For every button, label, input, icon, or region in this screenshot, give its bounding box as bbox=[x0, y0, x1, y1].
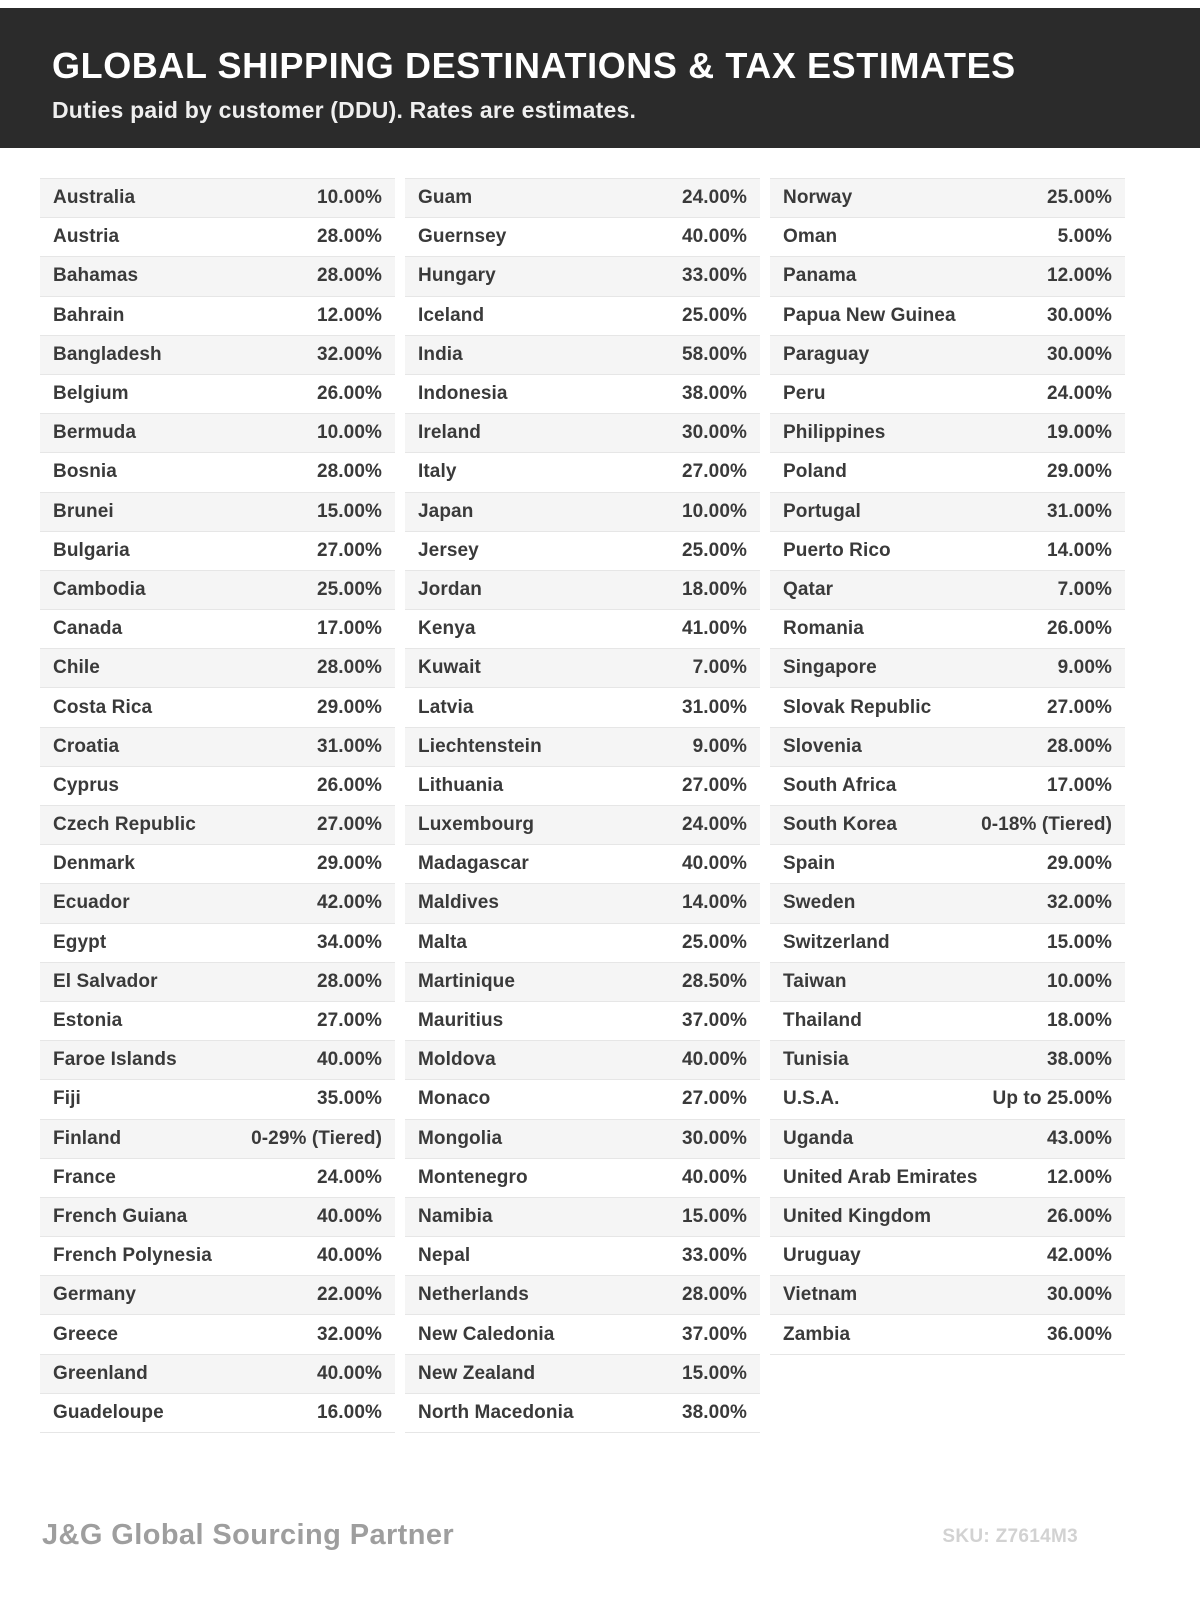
tax-rate: 27.00% bbox=[316, 539, 382, 561]
rate-row bbox=[770, 1237, 1125, 1276]
rate-row bbox=[40, 924, 395, 963]
country-name: Guernsey bbox=[418, 226, 507, 248]
country-name: Slovenia bbox=[783, 735, 862, 757]
country-name: Vietnam bbox=[783, 1284, 858, 1306]
tax-rate: 22.00% bbox=[316, 1284, 382, 1306]
country-name: Kuwait bbox=[418, 657, 481, 679]
country-name: Martinique bbox=[418, 970, 516, 992]
rate-row bbox=[770, 845, 1125, 884]
tax-rate: 0-29% (Tiered) bbox=[251, 1127, 382, 1149]
country-name: New Zealand bbox=[418, 1362, 536, 1384]
tax-rate: 42.00% bbox=[316, 892, 382, 914]
tax-rate: 28.00% bbox=[316, 265, 382, 287]
country-name: Australia bbox=[53, 187, 136, 209]
rate-row bbox=[405, 1198, 760, 1237]
rate-row bbox=[405, 179, 760, 218]
country-name: French Polynesia bbox=[53, 1245, 212, 1267]
country-name: North Macedonia bbox=[418, 1401, 574, 1423]
rate-row bbox=[40, 728, 395, 767]
rate-row bbox=[405, 1041, 760, 1080]
tax-rate: 14.00% bbox=[1046, 539, 1112, 561]
tax-rate: 32.00% bbox=[316, 1323, 382, 1345]
tax-rate: 32.00% bbox=[316, 343, 382, 365]
rate-row bbox=[770, 493, 1125, 532]
tax-rate: 42.00% bbox=[1046, 1245, 1112, 1267]
country-name: Romania bbox=[783, 618, 864, 640]
tax-rate: 30.00% bbox=[1046, 343, 1112, 365]
country-name: Greenland bbox=[53, 1362, 148, 1384]
tax-rate: 27.00% bbox=[316, 1010, 382, 1032]
tax-rate: 35.00% bbox=[316, 1088, 382, 1110]
country-name: Bermuda bbox=[53, 422, 137, 444]
country-name: Bosnia bbox=[53, 461, 117, 483]
rate-row bbox=[40, 1041, 395, 1080]
rate-row bbox=[770, 336, 1125, 375]
tax-rate: 27.00% bbox=[681, 774, 747, 796]
country-name: Malta bbox=[418, 931, 468, 953]
tax-rate: 25.00% bbox=[681, 539, 747, 561]
country-name: Kenya bbox=[418, 618, 476, 640]
rate-row bbox=[770, 1120, 1125, 1159]
tax-rate: 40.00% bbox=[681, 226, 747, 248]
tax-rate: 15.00% bbox=[681, 1205, 747, 1227]
tax-rate: 37.00% bbox=[681, 1010, 747, 1032]
tax-rate: 27.00% bbox=[681, 461, 747, 483]
tax-rate: 30.00% bbox=[1046, 1284, 1112, 1306]
tax-rate: 30.00% bbox=[1046, 304, 1112, 326]
rate-row bbox=[405, 649, 760, 688]
tax-rate: 25.00% bbox=[316, 578, 382, 600]
rate-row bbox=[40, 1159, 395, 1198]
tax-rate: 38.00% bbox=[681, 1401, 747, 1423]
rate-row bbox=[770, 1041, 1125, 1080]
country-name: New Caledonia bbox=[418, 1323, 555, 1345]
country-name: Denmark bbox=[53, 853, 136, 875]
country-name: Bangladesh bbox=[53, 343, 162, 365]
tax-rate: 41.00% bbox=[681, 618, 747, 640]
country-name: Taiwan bbox=[783, 970, 847, 992]
tax-rate: 7.00% bbox=[1057, 578, 1112, 600]
rates-table bbox=[40, 178, 1125, 1433]
country-name: Namibia bbox=[418, 1205, 493, 1227]
rate-row bbox=[40, 336, 395, 375]
tax-rate: 0-18% (Tiered) bbox=[981, 814, 1112, 836]
rate-row bbox=[40, 257, 395, 296]
rate-row bbox=[405, 728, 760, 767]
country-name: Latvia bbox=[418, 696, 474, 718]
tax-rate: 15.00% bbox=[681, 1362, 747, 1384]
country-name: Fiji bbox=[53, 1088, 81, 1110]
tax-rate: 12.00% bbox=[316, 304, 382, 326]
rates-column-2 bbox=[405, 178, 760, 1433]
tax-rate: 24.00% bbox=[681, 814, 747, 836]
tax-rate: 15.00% bbox=[1046, 931, 1112, 953]
tax-rate: 26.00% bbox=[1046, 618, 1112, 640]
country-name: Norway bbox=[783, 187, 853, 209]
country-name: Maldives bbox=[418, 892, 500, 914]
tax-rate: 29.00% bbox=[316, 696, 382, 718]
country-name: Jersey bbox=[418, 539, 479, 561]
country-name: Portugal bbox=[783, 500, 861, 522]
country-name: Mauritius bbox=[418, 1010, 504, 1032]
rate-row bbox=[405, 1002, 760, 1041]
tax-rate: 26.00% bbox=[316, 774, 382, 796]
country-name: Finland bbox=[53, 1127, 122, 1149]
tax-rate: 37.00% bbox=[681, 1323, 747, 1345]
country-name: Spain bbox=[783, 853, 836, 875]
rate-row bbox=[770, 884, 1125, 923]
rate-row bbox=[770, 1315, 1125, 1354]
tax-rate: 5.00% bbox=[1057, 226, 1112, 248]
rate-row bbox=[40, 493, 395, 532]
rates-column-3 bbox=[770, 178, 1125, 1355]
rate-row bbox=[40, 1355, 395, 1394]
country-name: United Arab Emirates bbox=[783, 1166, 978, 1188]
tax-rate: 18.00% bbox=[1046, 1010, 1112, 1032]
rate-row bbox=[770, 924, 1125, 963]
rate-row bbox=[770, 767, 1125, 806]
rate-row bbox=[405, 1276, 760, 1315]
country-name: Sweden bbox=[783, 892, 856, 914]
country-name: Costa Rica bbox=[53, 696, 153, 718]
rate-row bbox=[405, 297, 760, 336]
country-name: Ecuador bbox=[53, 892, 130, 914]
tax-rate: 38.00% bbox=[1046, 1049, 1112, 1071]
country-name: Cambodia bbox=[53, 578, 146, 600]
rate-row bbox=[405, 1355, 760, 1394]
rate-row bbox=[770, 257, 1125, 296]
rate-row bbox=[40, 297, 395, 336]
country-name: Papua New Guinea bbox=[783, 304, 956, 326]
country-name: Guam bbox=[418, 187, 473, 209]
country-name: Luxembourg bbox=[418, 814, 535, 836]
country-name: Bahamas bbox=[53, 265, 139, 287]
rate-row bbox=[405, 610, 760, 649]
tax-rate: 31.00% bbox=[1046, 500, 1112, 522]
tax-rate: 14.00% bbox=[681, 892, 747, 914]
rate-row bbox=[405, 453, 760, 492]
rate-row bbox=[770, 179, 1125, 218]
country-name: Brunei bbox=[53, 500, 114, 522]
country-name: Cyprus bbox=[53, 774, 120, 796]
tax-rate: 28.00% bbox=[316, 226, 382, 248]
country-name: Moldova bbox=[418, 1049, 496, 1071]
tax-rate: 28.00% bbox=[316, 970, 382, 992]
country-name: Uganda bbox=[783, 1127, 854, 1149]
rate-row bbox=[770, 1080, 1125, 1119]
rate-row bbox=[40, 963, 395, 1002]
rate-row bbox=[40, 375, 395, 414]
rate-row bbox=[405, 806, 760, 845]
rate-row bbox=[770, 688, 1125, 727]
country-name: Iceland bbox=[418, 304, 485, 326]
rate-row bbox=[40, 1394, 395, 1433]
country-name: Japan bbox=[418, 500, 474, 522]
rate-row bbox=[40, 806, 395, 845]
tax-rate: 17.00% bbox=[316, 618, 382, 640]
country-name: Uruguay bbox=[783, 1245, 861, 1267]
country-name: French Guiana bbox=[53, 1205, 188, 1227]
tax-rate: 19.00% bbox=[1046, 422, 1112, 444]
tax-rate: 58.00% bbox=[681, 343, 747, 365]
tax-rate: 27.00% bbox=[316, 814, 382, 836]
rate-row bbox=[770, 375, 1125, 414]
rate-row bbox=[770, 963, 1125, 1002]
country-name: Greece bbox=[53, 1323, 119, 1345]
rate-row bbox=[40, 1120, 395, 1159]
country-name: United Kingdom bbox=[783, 1205, 932, 1227]
country-name: Czech Republic bbox=[53, 814, 196, 836]
rate-row bbox=[40, 218, 395, 257]
tax-rate: 15.00% bbox=[316, 500, 382, 522]
rate-row bbox=[405, 414, 760, 453]
country-name: Chile bbox=[53, 657, 100, 679]
country-name: Paraguay bbox=[783, 343, 870, 365]
tax-rate: 38.00% bbox=[681, 383, 747, 405]
tax-rate: 9.00% bbox=[1057, 657, 1112, 679]
rate-row bbox=[40, 688, 395, 727]
rate-row bbox=[40, 884, 395, 923]
rate-row bbox=[405, 218, 760, 257]
country-name: Qatar bbox=[783, 578, 834, 600]
tax-rate: 7.00% bbox=[692, 657, 747, 679]
tax-rate: 33.00% bbox=[681, 265, 747, 287]
tax-rate: 34.00% bbox=[316, 931, 382, 953]
country-name: Canada bbox=[53, 618, 123, 640]
country-name: Switzerland bbox=[783, 931, 890, 953]
country-name: Thailand bbox=[783, 1010, 862, 1032]
rate-row bbox=[40, 767, 395, 806]
rate-row bbox=[405, 1120, 760, 1159]
rate-row bbox=[770, 414, 1125, 453]
country-name: Slovak Republic bbox=[783, 696, 932, 718]
page-subtitle: Duties paid by customer (DDU). Rates are estimates. bbox=[52, 96, 637, 123]
tax-rate: 40.00% bbox=[681, 853, 747, 875]
tax-rate: 10.00% bbox=[1046, 970, 1112, 992]
country-name: Mongolia bbox=[418, 1127, 503, 1149]
country-name: Peru bbox=[783, 383, 826, 405]
rate-row bbox=[40, 571, 395, 610]
tax-rate: 27.00% bbox=[1046, 696, 1112, 718]
rate-row bbox=[40, 179, 395, 218]
tax-rate: 28.00% bbox=[681, 1284, 747, 1306]
brand-text: J&G Global Sourcing Partner bbox=[42, 1519, 455, 1551]
tax-rate: 28.00% bbox=[316, 657, 382, 679]
country-name: Ireland bbox=[418, 422, 481, 444]
country-name: Estonia bbox=[53, 1010, 123, 1032]
rate-row bbox=[770, 297, 1125, 336]
tax-rate: 10.00% bbox=[681, 500, 747, 522]
country-name: Poland bbox=[783, 461, 847, 483]
tax-rate: 29.00% bbox=[1046, 461, 1112, 483]
country-name: U.S.A. bbox=[783, 1088, 840, 1110]
tax-rate: 10.00% bbox=[316, 422, 382, 444]
rate-row bbox=[405, 924, 760, 963]
tax-rate: 28.00% bbox=[1046, 735, 1112, 757]
sku-label: SKU: Z7614M3 bbox=[942, 1526, 1078, 1547]
country-name: South Africa bbox=[783, 774, 897, 796]
rate-row bbox=[40, 1237, 395, 1276]
tax-rate: 25.00% bbox=[681, 931, 747, 953]
country-name: Netherlands bbox=[418, 1284, 529, 1306]
country-name: El Salvador bbox=[53, 970, 158, 992]
country-name: Egypt bbox=[53, 931, 107, 953]
country-name: Lithuania bbox=[418, 774, 504, 796]
tax-rate: 24.00% bbox=[316, 1166, 382, 1188]
tax-rate: 26.00% bbox=[316, 383, 382, 405]
rate-row bbox=[405, 375, 760, 414]
rate-row bbox=[40, 532, 395, 571]
country-name: France bbox=[53, 1166, 116, 1188]
country-name: Singapore bbox=[783, 657, 877, 679]
country-name: Oman bbox=[783, 226, 838, 248]
country-name: Tunisia bbox=[783, 1049, 849, 1071]
tax-rate: 26.00% bbox=[1046, 1205, 1112, 1227]
country-name: Bahrain bbox=[53, 304, 125, 326]
country-name: India bbox=[418, 343, 463, 365]
tax-rate: 28.50% bbox=[681, 970, 747, 992]
tax-rate: Up to 25.00% bbox=[992, 1088, 1112, 1110]
rate-row bbox=[405, 257, 760, 296]
tax-rate: 9.00% bbox=[692, 735, 747, 757]
rate-row bbox=[770, 610, 1125, 649]
tax-rate: 25.00% bbox=[681, 304, 747, 326]
country-name: Montenegro bbox=[418, 1166, 528, 1188]
rate-row bbox=[405, 336, 760, 375]
footer bbox=[42, 1519, 1078, 1552]
tax-rate: 40.00% bbox=[316, 1245, 382, 1267]
tax-rate: 17.00% bbox=[1046, 774, 1112, 796]
rate-row bbox=[770, 1198, 1125, 1237]
tax-rate: 30.00% bbox=[681, 422, 747, 444]
header-banner bbox=[0, 8, 1200, 148]
rate-row bbox=[40, 1080, 395, 1119]
rate-row bbox=[405, 688, 760, 727]
country-name: Liechtenstein bbox=[418, 735, 542, 757]
tax-rate: 33.00% bbox=[681, 1245, 747, 1267]
rate-row bbox=[770, 728, 1125, 767]
country-name: Belgium bbox=[53, 383, 129, 405]
rate-row bbox=[40, 610, 395, 649]
country-name: Monaco bbox=[418, 1088, 491, 1110]
rate-row bbox=[770, 571, 1125, 610]
rate-row bbox=[40, 649, 395, 688]
country-name: Jordan bbox=[418, 578, 482, 600]
tax-rate: 24.00% bbox=[681, 187, 747, 209]
rate-row bbox=[405, 1394, 760, 1433]
tax-rate: 31.00% bbox=[316, 735, 382, 757]
tax-rate: 10.00% bbox=[316, 187, 382, 209]
rate-row bbox=[770, 806, 1125, 845]
tax-rate: 40.00% bbox=[316, 1205, 382, 1227]
tax-rate: 24.00% bbox=[1046, 383, 1112, 405]
country-name: Germany bbox=[53, 1284, 137, 1306]
rate-row bbox=[40, 1315, 395, 1354]
tax-rate: 18.00% bbox=[681, 578, 747, 600]
rate-row bbox=[40, 453, 395, 492]
country-name: Italy bbox=[418, 461, 457, 483]
rates-column-1 bbox=[40, 178, 395, 1433]
rate-row bbox=[405, 1315, 760, 1354]
tax-rate: 40.00% bbox=[681, 1166, 747, 1188]
rate-row bbox=[40, 845, 395, 884]
tax-rate: 25.00% bbox=[1046, 187, 1112, 209]
country-name: Guadeloupe bbox=[53, 1401, 164, 1423]
rate-row bbox=[770, 453, 1125, 492]
rate-row bbox=[770, 532, 1125, 571]
rate-row bbox=[770, 218, 1125, 257]
country-name: South Korea bbox=[783, 814, 898, 836]
tax-rate: 31.00% bbox=[681, 696, 747, 718]
tax-rate: 16.00% bbox=[316, 1401, 382, 1423]
rate-row bbox=[770, 1159, 1125, 1198]
tax-rate: 40.00% bbox=[316, 1049, 382, 1071]
rate-row bbox=[40, 1002, 395, 1041]
rate-row bbox=[405, 1237, 760, 1276]
rate-row bbox=[405, 1080, 760, 1119]
tax-rate: 12.00% bbox=[1046, 1166, 1112, 1188]
rate-row bbox=[770, 1276, 1125, 1315]
country-name: Panama bbox=[783, 265, 857, 287]
country-name: Indonesia bbox=[418, 383, 508, 405]
tax-rate: 32.00% bbox=[1046, 892, 1112, 914]
rate-row bbox=[405, 884, 760, 923]
country-name: Philippines bbox=[783, 422, 886, 444]
tax-rate: 28.00% bbox=[316, 461, 382, 483]
tax-rate: 30.00% bbox=[681, 1127, 747, 1149]
tax-rate: 29.00% bbox=[1046, 853, 1112, 875]
rate-row bbox=[405, 532, 760, 571]
rate-row bbox=[405, 845, 760, 884]
rate-row bbox=[40, 1276, 395, 1315]
country-name: Madagascar bbox=[418, 853, 529, 875]
country-name: Zambia bbox=[783, 1323, 851, 1345]
tax-rate: 40.00% bbox=[316, 1362, 382, 1384]
tax-rate: 27.00% bbox=[681, 1088, 747, 1110]
rate-row bbox=[770, 649, 1125, 688]
tax-rate: 36.00% bbox=[1046, 1323, 1112, 1345]
country-name: Bulgaria bbox=[53, 539, 130, 561]
rate-row bbox=[405, 963, 760, 1002]
rate-row bbox=[770, 1002, 1125, 1041]
tax-rate: 29.00% bbox=[316, 853, 382, 875]
country-name: Faroe Islands bbox=[53, 1049, 177, 1071]
tax-rate: 43.00% bbox=[1046, 1127, 1112, 1149]
country-name: Nepal bbox=[418, 1245, 471, 1267]
country-name: Austria bbox=[53, 226, 120, 248]
country-name: Hungary bbox=[418, 265, 496, 287]
rate-row bbox=[405, 571, 760, 610]
rate-row bbox=[40, 414, 395, 453]
rate-row bbox=[405, 493, 760, 532]
country-name: Puerto Rico bbox=[783, 539, 891, 561]
rate-row bbox=[40, 1198, 395, 1237]
country-name: Croatia bbox=[53, 735, 120, 757]
rate-row bbox=[405, 767, 760, 806]
rate-row bbox=[405, 1159, 760, 1198]
tax-rate: 12.00% bbox=[1046, 265, 1112, 287]
tax-rate: 40.00% bbox=[681, 1049, 747, 1071]
page-title: GLOBAL SHIPPING DESTINATIONS & TAX ESTIMATES bbox=[52, 45, 1016, 86]
